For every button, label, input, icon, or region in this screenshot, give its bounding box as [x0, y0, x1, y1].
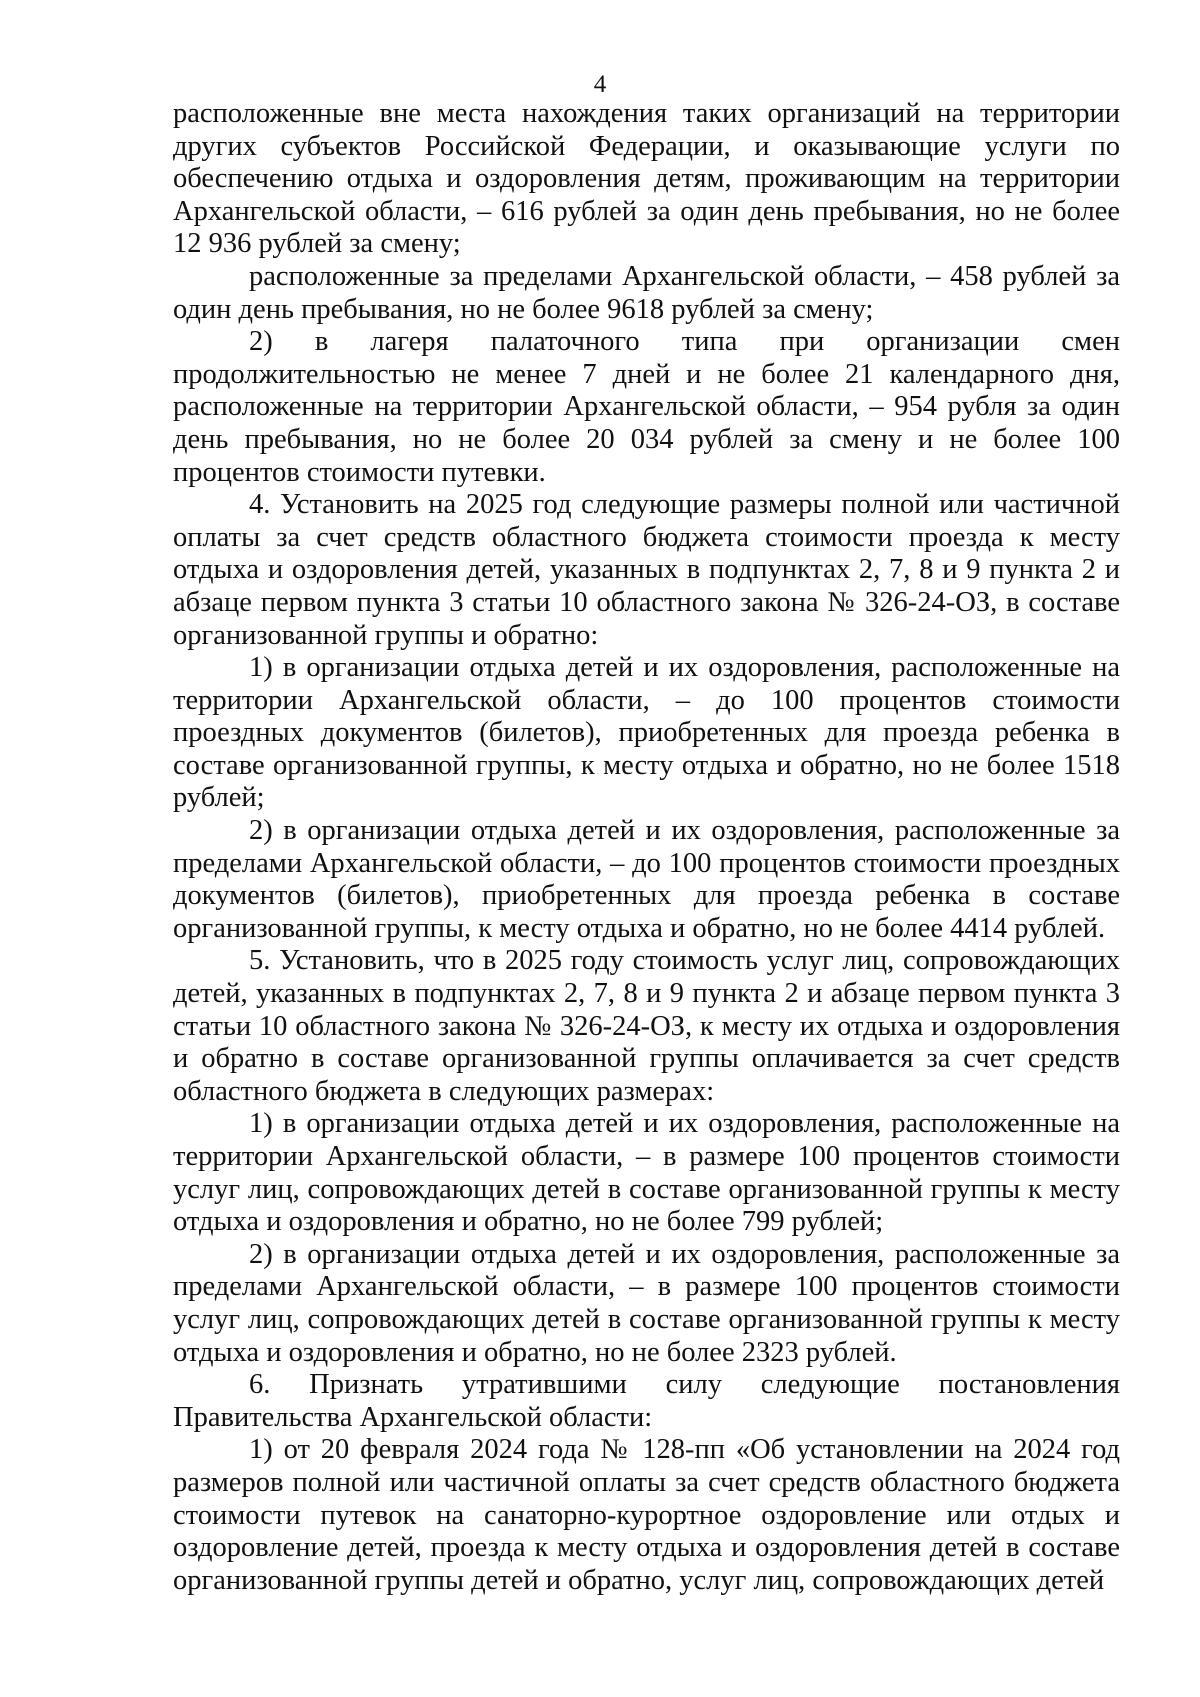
- paragraph-6: 2) в организации отдыха детей и их оздоровления, расположенные за пределами Архангельской области, – до 100 процентов стоимости проездных документов (билетов), приобретенных для проезда ребенка в составе организованной группы, к месту отдыха и обратно, но не более 4414 рублей.: [173, 815, 1120, 944]
- page-number: 4: [593, 71, 607, 98]
- paragraph-11: 1) от 20 февраля 2024 года № 128-пп «Об установлении на 2024 год размеров полной или частичной оплаты за счет средств областного бюджета стоимости путевок на санаторно-курортное оздоровление или отдых и оздоровление детей, проезда к месту отдыха и оздоровления детей в составе организованной группы детей и обратно, услуг лиц, сопровождающих детей: [173, 1434, 1120, 1596]
- paragraph-9: 2) в организации отдыха детей и их оздоровления, расположенные за пределами Архангельской области, – в размере 100 процентов стоимости услуг лиц, сопровождающих детей в составе организованной группы к месту отдыха и оздоровления и обратно, но не более 2323 рублей.: [173, 1238, 1120, 1368]
- document-body: [173, 98, 1120, 1597]
- paragraph-2: расположенные за пределами Архангельской области, – 458 рублей за один день пребывания, но не более 9618 рублей за смену;: [173, 260, 1120, 325]
- paragraph-8: 1) в организации отдыха детей и их оздоровления, расположенные на территории Архангельской области, – в размере 100 процентов стоимости услуг лиц, сопровождающих детей в составе организованной группы к месту отдыха и оздоровления и обратно, но не более 799 рублей;: [173, 1108, 1120, 1238]
- paragraph-1: расположенные вне места нахождения таких организаций на территории других субъектов Российской Федерации, и оказывающие услуги по обеспечению отдыха и оздоровления детям, проживающим на территории Архангельской области, – 616 рублей за один день пребывания, но не более 12 936 рублей за смену;: [173, 98, 1120, 260]
- paragraph-3: 2) в лагеря палаточного типа при организации смен продолжительностью не менее 7 дней и не более 21 календарного дня, расположенные на территории Архангельской области, – 954 рубля за один день пребывания, но не более 20 034 рублей за смену и не более 100 процентов стоимости путевки.: [173, 326, 1120, 488]
- paragraph-7: 5. Установить, что в 2025 году стоимость услуг лиц, сопровождающих детей, указанных в подпунктах 2, 7, 8 и 9 пункта 2 и абзаце первом пункта 3 статьи 10 областного закона № 326-24-ОЗ, к месту их отдыха и оздоровления и обратно в составе организованной группы оплачивается за счет средств областного бюджета в следующих размерах:: [173, 945, 1120, 1107]
- paragraph-5: 1) в организации отдыха детей и их оздоровления, расположенные на территории Архангельской области, – до 100 процентов стоимости проездных документов (билетов), приобретенных для проезда ребенка в составе организованной группы, к месту отдыха и обратно, но не более 1518 рублей;: [173, 652, 1120, 814]
- paragraph-4: 4. Установить на 2025 год следующие размеры полной или частичной оплаты за счет средств областного бюджета стоимости проезда к месту отдыха и оздоровления детей, указанных в подпунктах 2, 7, 8 и 9 пункта 2 и абзаце первом пункта 3 статьи 10 областного закона № 326-24-ОЗ, в составе организованной группы и обратно:: [173, 489, 1120, 651]
- paragraph-10: 6. Признать утратившими силу следующие постановления Правительства Архангельской области:: [173, 1369, 1120, 1433]
